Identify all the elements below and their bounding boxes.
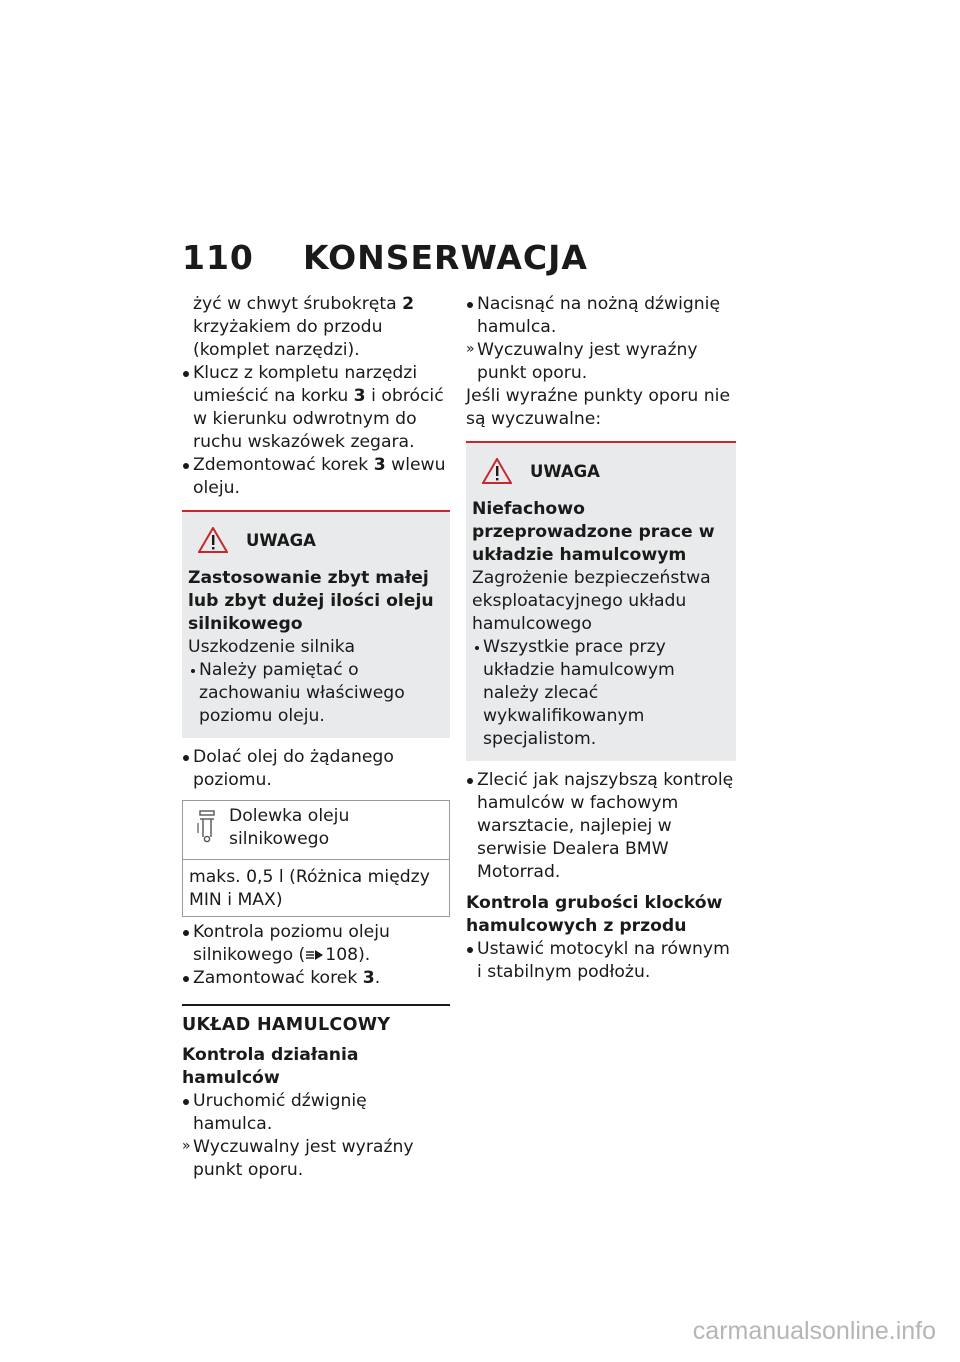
warning-text: Uszkodzenie silnika [188,637,355,657]
page-reference[interactable]: 108). [325,945,371,965]
right-column [466,293,736,984]
callout-number: 3 [362,968,375,988]
warning-item: Należy pamiętać o zachowaniu właściwego poziomu oleju. [188,659,444,728]
warning-heading: Zastosowanie zbyt małej lub zbyt dużej ilości oleju silnikowego [188,568,434,634]
text-fragment: Zdemontować korek [193,455,374,475]
warning-header [482,458,730,484]
list-item [182,921,450,967]
page-reference-arrow-icon [305,949,325,961]
text-fragment: żyć w chwyt śrubokręta [193,294,403,314]
text-fragment: Kontrola poziomu oleju silnikowego ( [193,922,390,965]
text-fragment: . [374,968,381,988]
warning-box [182,510,450,738]
warning-title: UWAGA [246,530,316,550]
warning-item: Wszystkie prace przy układzie hamulcowym należy zlecać wykwalifikowanym specjalistom. [472,636,730,751]
warning-header [198,527,444,553]
subsection-title: Kontrola grubości klocków hamulcowych z przodu [466,893,723,936]
list-item: Zlecić jak najszybszą kontrolę hamulców w fachowym warsztacie, najlepiej w serwisie Dealera BMW Motorrad. [466,769,736,884]
subsection-title: Kontrola działania hamulców [182,1045,359,1088]
spec-row-value [183,860,449,916]
paragraph-continuation [182,293,450,362]
text-fragment: Klucz z kompletu narzędzi umieścić na korku [193,363,418,406]
paragraph: Jeśli wyraźne punkty oporu nie są wyczuwalne: [466,386,731,429]
warning-box [466,441,736,761]
list-item: Nacisnąć na nożną dźwignię hamulca. [466,293,736,339]
spec-value: maks. 0,5 l (Różnica między MIN i MAX) [189,867,430,910]
page-number: 110 [182,238,254,277]
left-column [182,293,450,1182]
text-fragment: Zamontować korek [193,968,363,988]
warning-triangle-icon [482,458,512,484]
spec-row-label [183,801,449,860]
page-header [182,238,588,277]
text-fragment: i obrócić w kierunku odwrotnym do ruchu wskazówek zegara. [193,386,444,452]
warning-title: UWAGA [530,461,600,481]
spec-label: Dolewka oleju silnikowego [229,806,350,849]
spec-table [182,800,450,917]
list-item [182,454,450,500]
list-item: Ustawić motocykl na równym i stabilnym podłożu. [466,938,736,984]
section-title: UKŁAD HAMULCOWY [182,1004,450,1038]
list-item [182,967,450,990]
callout-number: 3 [353,386,366,406]
text-fragment: krzyżakiem do przodu (komplet narzędzi). [193,317,383,360]
list-item: Dolać olej do żądanego poziomu. [182,746,450,792]
page-title: KONSERWACJA [302,238,588,277]
list-item [182,362,450,454]
result-item: » Wyczuwalny jest wyraźny punkt oporu. [466,339,736,385]
list-item: Uruchomić dźwignię hamulca. [182,1090,450,1136]
callout-number: 2 [402,294,415,314]
watermark: carmanualsonline.info [692,1317,936,1345]
text-fragment: wlewu oleju. [193,455,446,498]
result-item: » Wyczuwalny jest wyraźny punkt oporu. [182,1136,450,1182]
callout-number: 3 [373,455,386,475]
oil-can-icon [183,805,229,851]
warning-triangle-icon [198,527,228,553]
warning-heading: Niefachowo przeprowadzone prace w układzie hamulcowym [472,499,715,565]
warning-text: Zagrożenie bezpieczeństwa eksploatacyjnego układu hamulcowego [472,568,711,634]
